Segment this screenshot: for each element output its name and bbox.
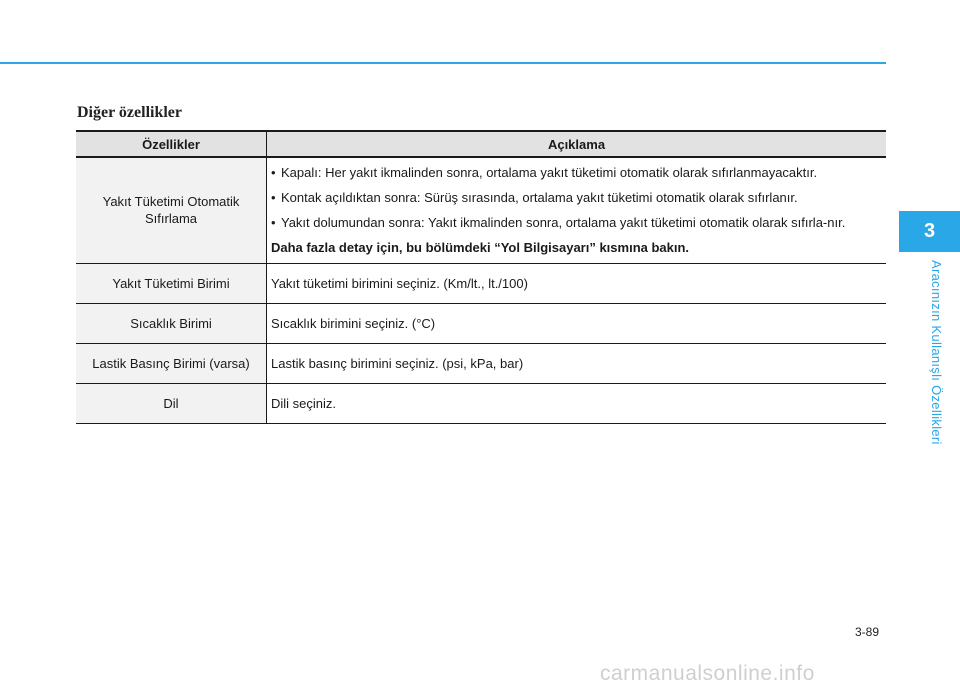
chapter-label: Aracınızın Kullanışlı Özellikleri <box>929 260 944 445</box>
features-table <box>76 130 886 424</box>
description-cell <box>267 157 887 263</box>
top-rule <box>0 62 886 64</box>
reference-note: Daha fazla detay için, bu bölümdeki “Yol Bilgisayarı” kısmına bakın. <box>271 240 690 256</box>
table-header-row <box>76 131 886 157</box>
bullet-text: Kontak açıldıktan sonra: Sürüş sırasında, ortalama yakıt tüketimi otomatik olarak sıfırlanır. <box>281 190 798 206</box>
description-cell: Sıcaklık birimini seçiniz. (°C) <box>267 303 887 343</box>
list-item <box>271 189 882 206</box>
header-description: Açıklama <box>267 131 887 157</box>
bullet-text: Yakıt dolumundan sonra: Yakıt ikmalinden sonra, ortalama yakıt tüketimi otomatik olarak sıfırla-nır. <box>281 215 846 231</box>
bullet-icon: • <box>271 165 276 181</box>
watermark: carmanualsonline.info <box>600 662 815 685</box>
feature-cell: Yakıt Tüketimi Birimi <box>76 263 267 303</box>
description-cell: Lastik basınç birimini seçiniz. (psi, kPa, bar) <box>267 343 887 383</box>
bullet-list <box>271 164 882 231</box>
list-item <box>271 214 882 231</box>
feature-cell: Sıcaklık Birimi <box>76 303 267 343</box>
table-row <box>76 343 886 383</box>
table-row <box>76 383 886 423</box>
chapter-number-tab: 3 <box>899 211 960 252</box>
feature-cell: Lastik Basınç Birimi (varsa) <box>76 343 267 383</box>
table-row <box>76 157 886 263</box>
page-number: 3-89 <box>855 625 880 639</box>
table-row <box>76 303 886 343</box>
feature-cell: Dil <box>76 383 267 423</box>
description-cell: Dili seçiniz. <box>267 383 887 423</box>
description-cell: Yakıt tüketimi birimini seçiniz. (Km/lt., lt./100) <box>267 263 887 303</box>
list-item <box>271 164 882 181</box>
bullet-icon: • <box>271 190 276 206</box>
header-feature: Özellikler <box>76 131 267 157</box>
bullet-icon: • <box>271 215 276 231</box>
feature-cell: Yakıt Tüketimi Otomatik Sıfırlama <box>76 157 267 263</box>
section-title: Diğer özellikler <box>77 104 182 121</box>
bullet-text: Kapalı: Her yakıt ikmalinden sonra, ortalama yakıt tüketimi otomatik olarak sıfırlanmayacaktır. <box>281 165 818 181</box>
table-row <box>76 263 886 303</box>
